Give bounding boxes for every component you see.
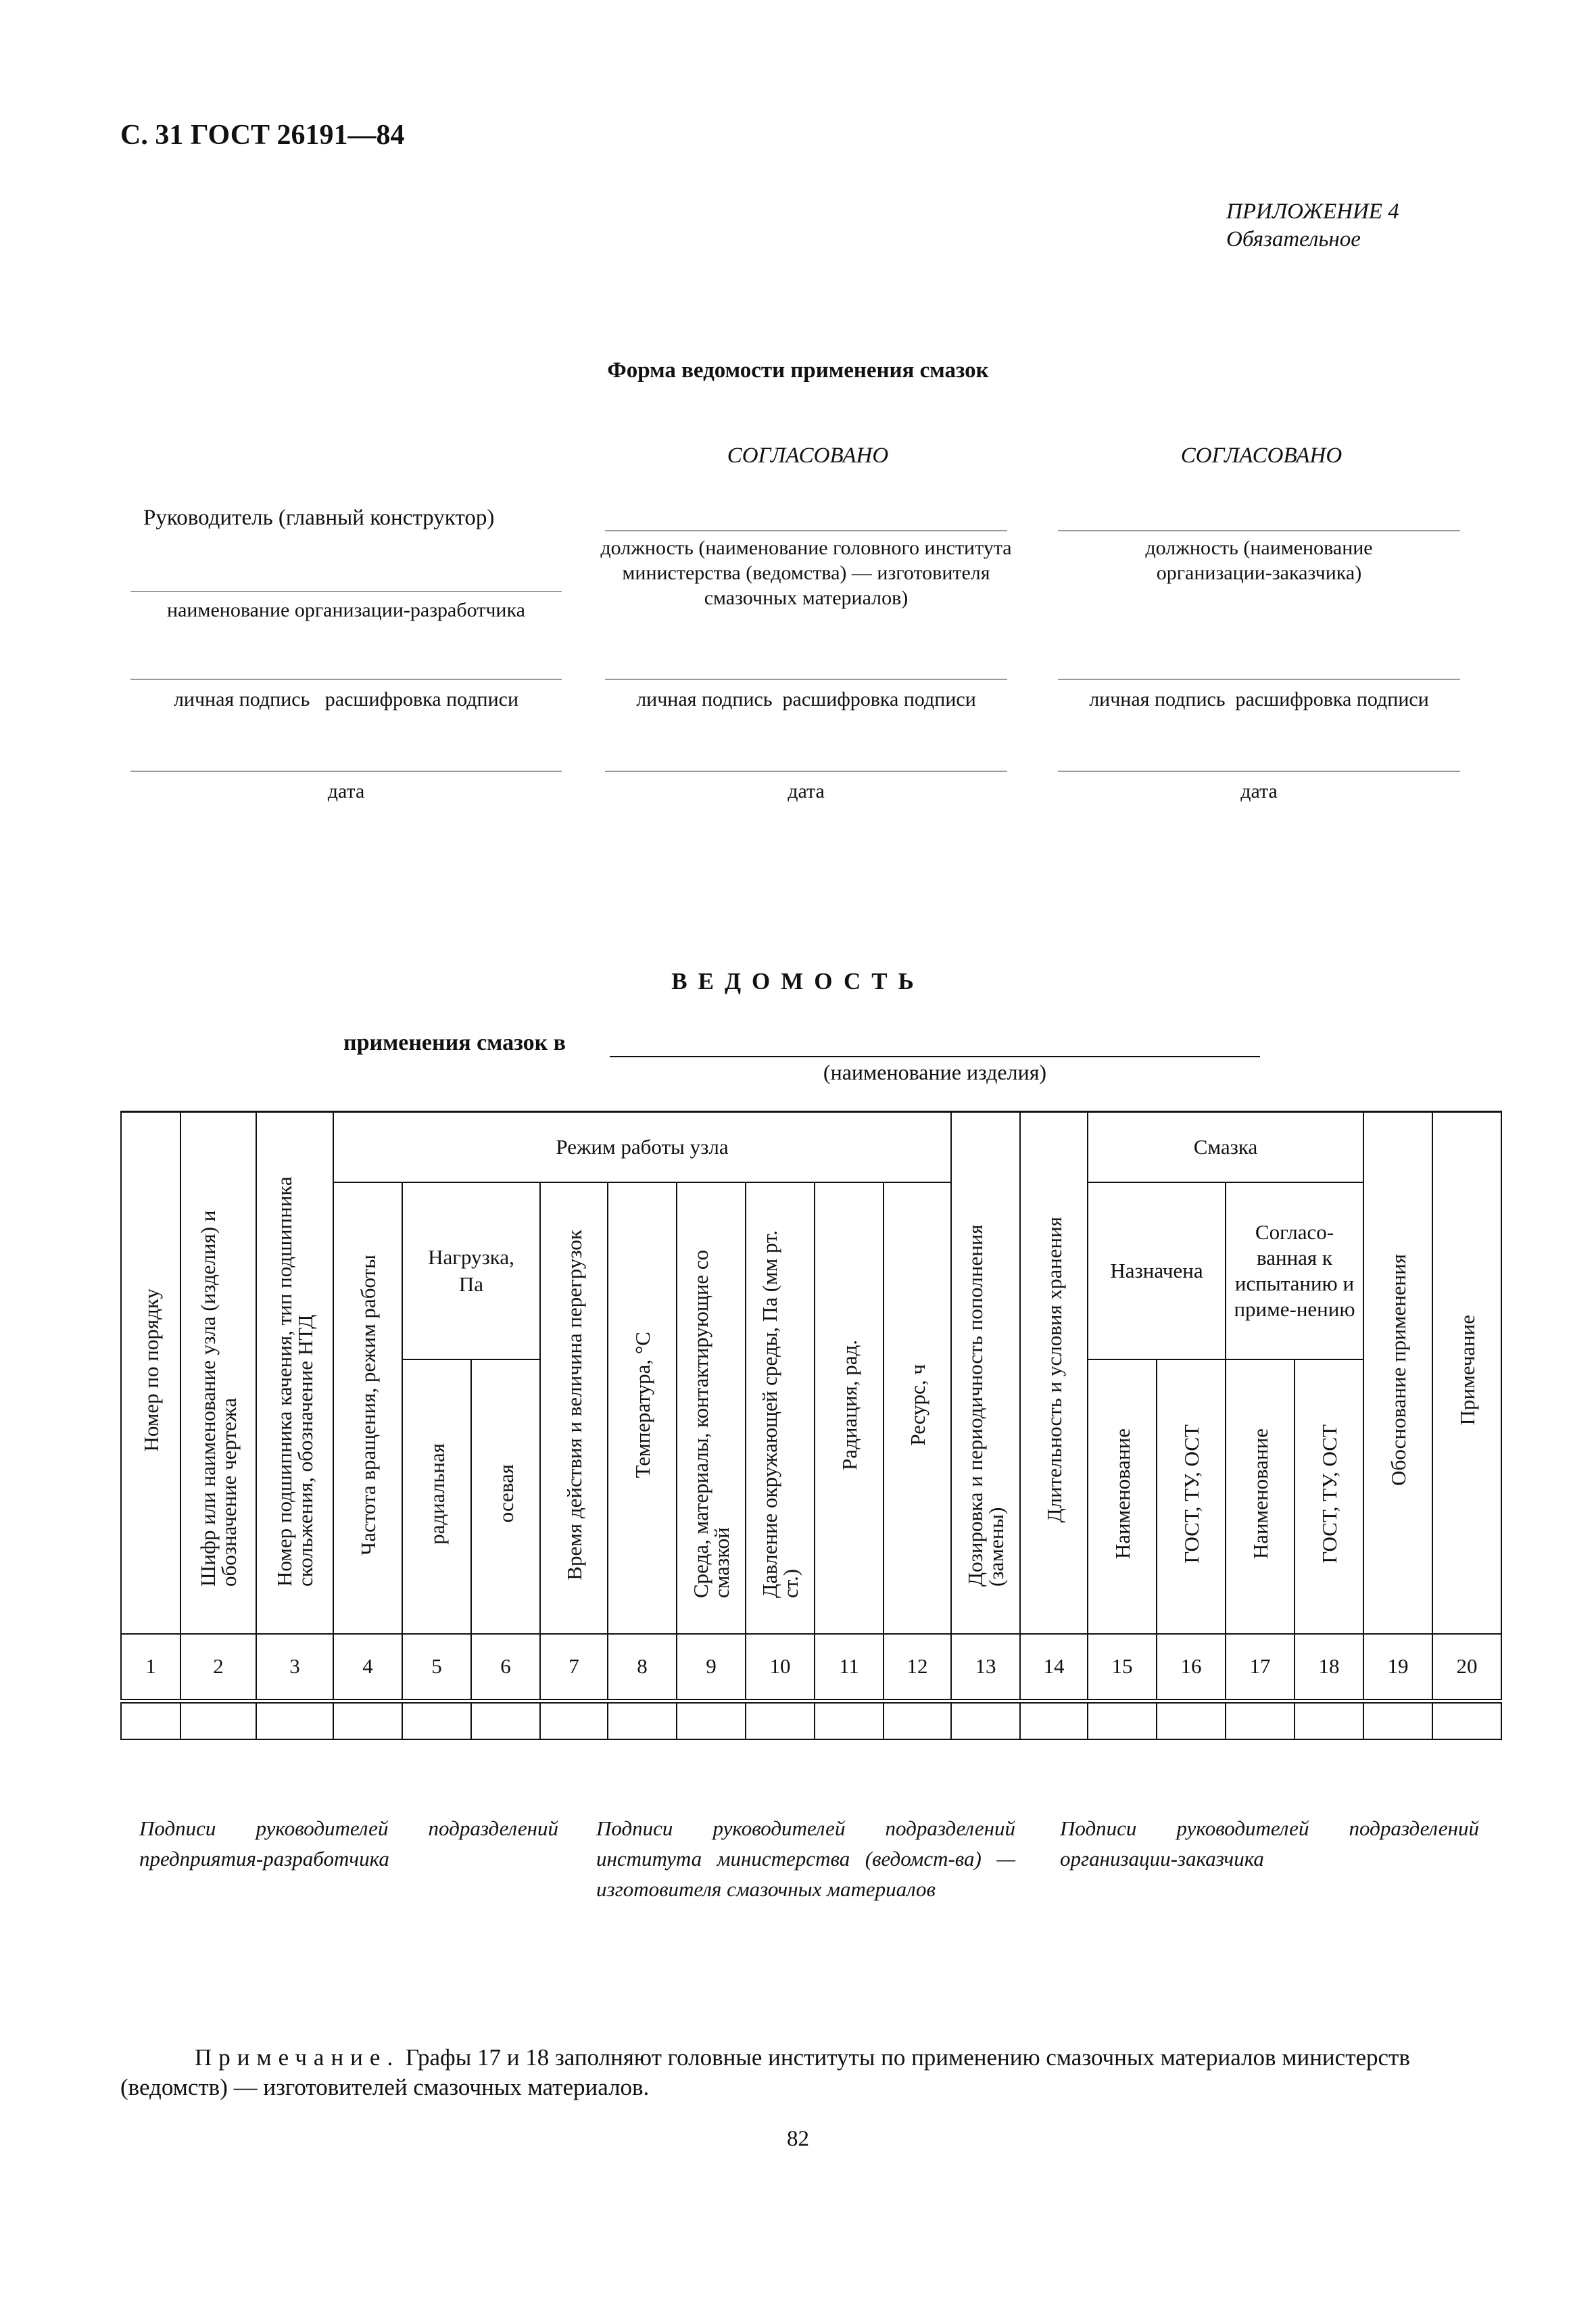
assigned-group: Назначена bbox=[1088, 1182, 1226, 1359]
left-sign-line[interactable] bbox=[130, 679, 562, 680]
left-org-line[interactable] bbox=[130, 591, 562, 592]
col-num: 4 bbox=[333, 1634, 402, 1702]
col-header-6-text: осевая bbox=[493, 1464, 518, 1523]
col-header-4-text: Частота вращения, режим работы bbox=[356, 1255, 380, 1555]
left-org-caption: наименование организации-разработчика bbox=[167, 599, 525, 621]
left-date-line[interactable] bbox=[130, 771, 562, 772]
table-cell[interactable] bbox=[608, 1702, 677, 1739]
left-role: Руководитель (главный конструктор) bbox=[143, 506, 495, 530]
col-header-18-text: ГОСТ, ТУ, ОСТ bbox=[1317, 1424, 1341, 1564]
col-header-18 bbox=[1295, 1359, 1363, 1634]
table-row[interactable] bbox=[121, 1702, 1501, 1739]
col-num: 8 bbox=[608, 1634, 677, 1702]
col-header-9-text: Среда, материалы, контактирующие со смазкой bbox=[689, 1249, 733, 1598]
table-cell[interactable] bbox=[256, 1702, 333, 1739]
table-cell[interactable] bbox=[1088, 1702, 1157, 1739]
agreed-group bbox=[1226, 1182, 1363, 1359]
statement-subtitle-caption: (наименование изделия) bbox=[823, 1060, 1047, 1084]
table-cell[interactable] bbox=[333, 1702, 402, 1739]
middle-sign-caption: личная подпись расшифровка подписи bbox=[636, 688, 976, 710]
table-cell[interactable] bbox=[180, 1702, 256, 1739]
table-cell[interactable] bbox=[402, 1702, 471, 1739]
col-num: 7 bbox=[540, 1634, 608, 1702]
col-header-20 bbox=[1432, 1112, 1501, 1634]
right-sign-caption: личная подпись расшифровка подписи bbox=[1089, 688, 1429, 710]
right-date-caption: дата bbox=[1240, 780, 1278, 802]
col-num: 14 bbox=[1020, 1634, 1088, 1702]
col-header-12-text: Ресурс, ч bbox=[905, 1364, 929, 1446]
col-num: 3 bbox=[256, 1634, 333, 1702]
page-header: С. 31 ГОСТ 26191—84 bbox=[120, 120, 405, 151]
statement-subtitle: применения смазок в bbox=[343, 1030, 566, 1055]
col-header-7-text: Время действия и величина перегрузок bbox=[562, 1230, 586, 1581]
col-header-10 bbox=[746, 1182, 815, 1634]
agreed-group-text: Согласо-ванная к испытанию и приме-нению bbox=[1234, 1220, 1355, 1321]
table-cell[interactable] bbox=[951, 1702, 1020, 1739]
col-num: 16 bbox=[1157, 1634, 1226, 1702]
col-header-4 bbox=[333, 1182, 402, 1634]
col-num: 2 bbox=[180, 1634, 256, 1702]
col-header-17-text: Наименование bbox=[1248, 1428, 1272, 1560]
table-cell[interactable] bbox=[815, 1702, 884, 1739]
col-num: 11 bbox=[815, 1634, 884, 1702]
left-date-caption: дата bbox=[327, 780, 365, 802]
col-header-15-text: Наименование bbox=[1110, 1428, 1134, 1560]
note-text: Графы 17 и 18 заполняют головные институты по применению смазочных материалов министерств (ведомств) — изготовителей смазочных материалов. bbox=[120, 2044, 1410, 2100]
form-title: Форма ведомости применения смазок bbox=[607, 358, 989, 383]
group-mode: Режим работы узла bbox=[333, 1112, 951, 1182]
table-cell[interactable] bbox=[1432, 1702, 1501, 1739]
col-header-13 bbox=[951, 1112, 1020, 1634]
table-cell[interactable] bbox=[1020, 1702, 1088, 1739]
middle-date-caption: дата bbox=[788, 780, 825, 802]
right-date-line[interactable] bbox=[1058, 771, 1460, 772]
note bbox=[120, 2043, 1484, 2102]
col-header-14 bbox=[1020, 1112, 1088, 1634]
appendix-label: ПРИЛОЖЕНИЕ 4 bbox=[1226, 199, 1399, 224]
col-num: 10 bbox=[746, 1634, 815, 1702]
load-group bbox=[402, 1182, 540, 1359]
right-position-line[interactable] bbox=[1058, 530, 1460, 531]
col-header-12 bbox=[884, 1182, 951, 1634]
table-cell[interactable] bbox=[1157, 1702, 1226, 1739]
col-header-8-text: Температура, °С bbox=[630, 1332, 654, 1478]
signatures-middle: Подписи руководителей подразделений института министерства (ведомст-ва) — изготовителя смазочных материалов bbox=[596, 1816, 1015, 1901]
middle-position-line[interactable] bbox=[605, 530, 1007, 531]
table-cell[interactable] bbox=[1295, 1702, 1363, 1739]
col-header-19 bbox=[1363, 1112, 1432, 1634]
right-agreed: СОГЛАСОВАНО bbox=[1180, 443, 1343, 468]
col-header-2-text: Шифр или наименование узла (изделия) и обозначение чертежа bbox=[196, 1210, 241, 1587]
col-header-11-text: Радиация, рад. bbox=[837, 1340, 861, 1470]
col-header-3 bbox=[256, 1112, 333, 1634]
col-header-10-text: Давление окружающей среды, Па (мм рт. ст.) bbox=[758, 1230, 802, 1598]
signatures-left: Подписи руководителей подразделений предприятия-разработчика bbox=[139, 1816, 558, 1871]
table-cell[interactable] bbox=[1226, 1702, 1295, 1739]
col-num: 13 bbox=[951, 1634, 1020, 1702]
table-cell[interactable] bbox=[540, 1702, 608, 1739]
table-cell[interactable] bbox=[471, 1702, 540, 1739]
col-num: 6 bbox=[471, 1634, 540, 1702]
col-header-16 bbox=[1157, 1359, 1226, 1634]
table-cell[interactable] bbox=[884, 1702, 951, 1739]
col-header-7 bbox=[540, 1182, 608, 1634]
group-lube: Смазка bbox=[1088, 1112, 1363, 1182]
statement-title: ВЕДОМОСТЬ bbox=[671, 968, 925, 994]
col-header-19-text: Обоснование применения bbox=[1386, 1254, 1410, 1487]
col-num: 9 bbox=[677, 1634, 746, 1702]
col-header-16-text: ГОСТ, ТУ, ОСТ bbox=[1179, 1424, 1203, 1564]
col-num: 20 bbox=[1432, 1634, 1501, 1702]
note-label: Примечание. bbox=[195, 2044, 400, 2071]
col-num: 19 bbox=[1363, 1634, 1432, 1702]
right-position-caption: должность (наименование организации-заказчика) bbox=[1145, 537, 1373, 584]
col-header-20-text: Примечание bbox=[1455, 1315, 1479, 1426]
col-header-15 bbox=[1088, 1359, 1157, 1634]
col-num: 12 bbox=[884, 1634, 951, 1702]
col-header-9 bbox=[677, 1182, 746, 1634]
col-num: 1 bbox=[121, 1634, 180, 1702]
col-num: 5 bbox=[402, 1634, 471, 1702]
col-header-17 bbox=[1226, 1359, 1295, 1634]
col-header-1-text: Номер по порядку bbox=[139, 1288, 163, 1452]
col-header-11 bbox=[815, 1182, 884, 1634]
table-cell[interactable] bbox=[746, 1702, 815, 1739]
signatures-right: Подписи руководителей подразделений организации-заказчика bbox=[1060, 1816, 1479, 1871]
col-num: 18 bbox=[1295, 1634, 1363, 1702]
table-cell[interactable] bbox=[121, 1702, 180, 1739]
col-header-5-text: радиальная bbox=[425, 1443, 449, 1545]
col-num: 17 bbox=[1226, 1634, 1295, 1702]
col-header-13-text: Дозировка и периодичность пополнения (замены) bbox=[963, 1224, 1008, 1587]
col-header-1 bbox=[121, 1112, 180, 1634]
middle-date-line[interactable] bbox=[605, 771, 1007, 772]
product-name-field[interactable] bbox=[610, 1056, 1260, 1057]
page-number: 82 bbox=[787, 2127, 809, 2151]
col-header-2 bbox=[180, 1112, 256, 1634]
col-header-5 bbox=[402, 1359, 471, 1634]
table-cell[interactable] bbox=[1363, 1702, 1432, 1739]
col-header-14-text: Длительность и условия хранения bbox=[1042, 1217, 1066, 1524]
col-num: 15 bbox=[1088, 1634, 1157, 1702]
right-sign-line[interactable] bbox=[1058, 679, 1460, 680]
load-group-text: Нагрузка, Па bbox=[428, 1245, 514, 1296]
column-number-row bbox=[121, 1634, 1501, 1702]
middle-position-caption: должность (наименование головного института министерства (ведомства) — изготовителя смазочных материалов) bbox=[600, 537, 1012, 609]
col-header-6 bbox=[471, 1359, 540, 1634]
col-header-8 bbox=[608, 1182, 677, 1634]
appendix-status: Обязательное bbox=[1226, 227, 1361, 251]
lubrication-table bbox=[120, 1111, 1502, 1740]
table-cell[interactable] bbox=[677, 1702, 746, 1739]
middle-agreed: СОГЛАСОВАНО bbox=[727, 443, 889, 468]
middle-sign-line[interactable] bbox=[605, 679, 1007, 680]
col-header-3-text: Номер подшипника качения, тип подшипника скольжения, обозначение НТД bbox=[272, 1176, 317, 1587]
left-sign-caption: личная подпись расшифровка подписи bbox=[173, 688, 519, 710]
